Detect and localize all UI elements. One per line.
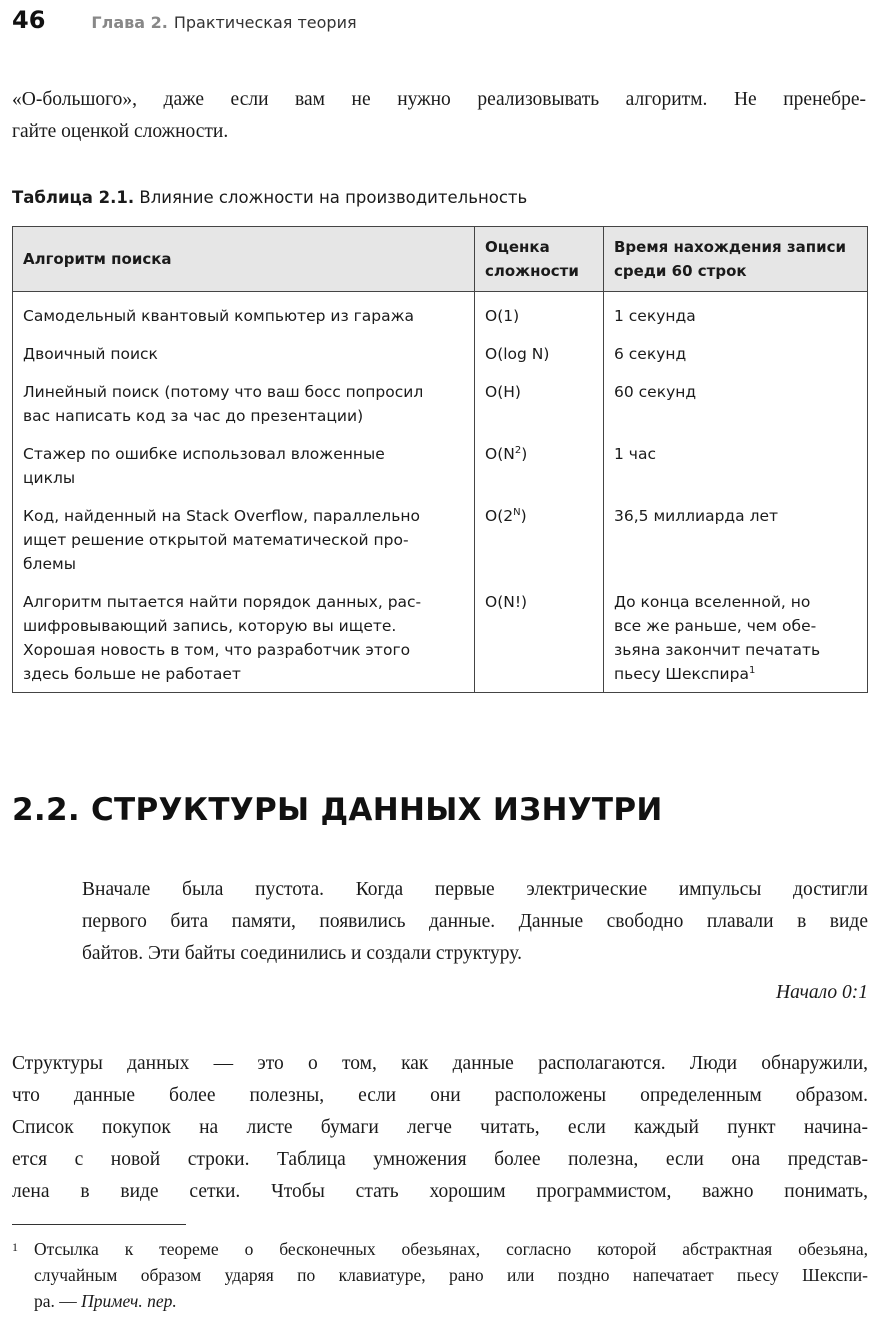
cell-time: 36,5 миллиарда лет (604, 500, 868, 586)
cell-algorithm: Линейный поиск (потому что ваш босс попросил вас написать код за час до презентации) (13, 376, 475, 438)
text-line: что данные более полезны, если они расположены определенным образом. (12, 1085, 868, 1106)
table-header-row (13, 227, 868, 292)
text-line: случайным образом ударяя по клавиатуре, рано или поздно напечатает пьесу Шекспи- (34, 1265, 868, 1285)
chapter-title: Практическая теория (173, 13, 357, 32)
text-line: лена в виде сетки. Чтобы стать хорошим программистом, важно понимать, (12, 1181, 868, 1202)
intro-paragraph (12, 84, 866, 148)
table-caption (12, 188, 527, 207)
chapter-label: Глава 2. (91, 13, 168, 32)
cell-algorithm: Стажер по ошибке использовал вложенные циклы (13, 438, 475, 500)
epigraph-source: Начало 0:1 (776, 982, 868, 1003)
text-line: Вначале была пустота. Когда первые электрические импульсы достигли (82, 879, 868, 900)
header-complexity: Оценка сложности (475, 227, 604, 292)
table-row (13, 586, 868, 693)
cell-time: 60 секунд (604, 376, 868, 438)
cell-algorithm: Алгоритм пытается найти порядок данных, рас- шифровывающий запись, которую вы ищете. Хорошая новость в том, что разработчик этого здесь больше не работает (13, 586, 475, 693)
text-line: первого бита памяти, появились данные. Данные свободно плавали в виде (82, 911, 868, 932)
cell-algorithm: Двоичный поиск (13, 338, 475, 376)
footnote (12, 1236, 868, 1314)
table-row (13, 438, 868, 500)
table-caption-label: Таблица 2.1. (12, 188, 135, 207)
text-line: Структуры данных — это о том, как данные располагаются. Люди обнаружили, (12, 1053, 868, 1074)
text-line: Список покупок на листе бумаги легче читать, если каждый пункт начина- (12, 1117, 868, 1138)
cell-complexity: O(1) (475, 292, 604, 339)
footnote-number: 1 (12, 1240, 18, 1254)
table-row (13, 376, 868, 438)
page-header (12, 6, 357, 36)
body-paragraph (12, 1048, 868, 1208)
cell-algorithm: Самодельный квантовый компьютер из гаража (13, 292, 475, 339)
cell-time: 1 час (604, 438, 868, 500)
complexity-table (12, 226, 868, 693)
section-title: 2.2. СТРУКТУРЫ ДАННЫХ ИЗНУТРИ (12, 792, 663, 828)
header-algorithm: Алгоритм поиска (13, 227, 475, 292)
table-caption-text: Влияние сложности на производительность (139, 188, 528, 207)
cell-complexity: $O(N^2)$ (475, 438, 604, 500)
footnote-divider (12, 1224, 186, 1225)
epigraph (82, 874, 868, 970)
text-line: гайте оценкой сложности. (12, 121, 229, 142)
header-time: Время нахождения записи среди 60 строк (604, 227, 868, 292)
cell-algorithm: Код, найденный на Stack Overflow, параллельно ищет решение открытой математической про- блемы (13, 500, 475, 586)
text-line: ра. — Примеч. пер. (34, 1291, 177, 1311)
text-line: «О-большого», даже если вам не нужно реализовывать алгоритм. Не пренебре- (12, 89, 866, 110)
text-line: байтов. Эти байты соединились и создали структуру. (82, 943, 522, 964)
text-line: ется с новой строки. Таблица умножения более полезна, если она представ- (12, 1149, 868, 1170)
cell-complexity: O(H) (475, 376, 604, 438)
table-row (13, 500, 868, 586)
cell-time: 1 секунда (604, 292, 868, 339)
text-line: Отсылка к теореме о бесконечных обезьянах, согласно которой абстрактная обезьяна, (34, 1239, 868, 1259)
footnote-note: Примеч. пер. (81, 1291, 177, 1311)
footnote-ref: 1 (748, 664, 756, 676)
cell-time: До конца вселенной, но все же раньше, чем обе- зьяна закончит печатать пьесу Шекспира$^1$ (604, 586, 868, 693)
table-row (13, 338, 868, 376)
cell-complexity: O(log N) (475, 338, 604, 376)
table-row (13, 292, 868, 339)
cell-complexity: O(N!) (475, 586, 604, 693)
cell-time: 6 секунд (604, 338, 868, 376)
cell-complexity: $O(2^N)$ (475, 500, 604, 586)
page-number: 46 (12, 6, 46, 34)
